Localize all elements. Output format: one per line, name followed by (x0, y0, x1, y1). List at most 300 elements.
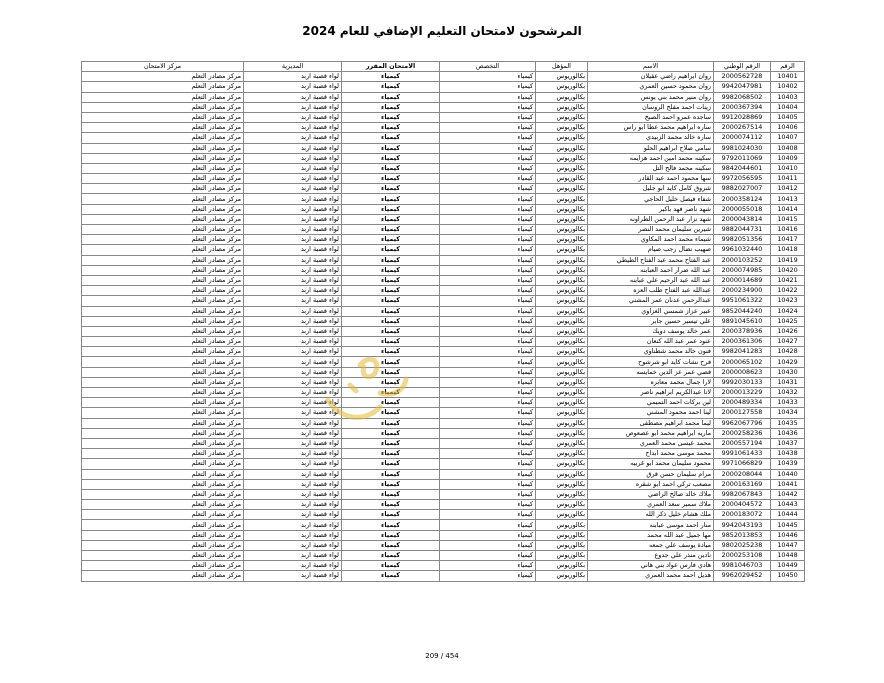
table-row (82, 133, 805, 143)
cell-specialization: كيمياء (440, 306, 536, 316)
cell-seq: 10415 (771, 214, 805, 224)
table-row (82, 326, 805, 336)
cell-qualification: بكالوريوس (536, 388, 588, 398)
cell-national-id: 9971066829 (714, 459, 771, 469)
cell-qualification: بكالوريوس (536, 326, 588, 336)
cell-directorate: لواء قصبة اربد (244, 571, 342, 581)
cell-exam-center: مركز مصادر التعلم (82, 510, 244, 520)
header-directorate: المديرية (244, 62, 342, 72)
cell-directorate: لواء قصبة اربد (244, 388, 342, 398)
cell-seq: 10447 (771, 540, 805, 550)
cell-qualification: بكالوريوس (536, 123, 588, 133)
cell-qualification: بكالوريوس (536, 72, 588, 82)
cell-national-id: 2000562728 (714, 72, 771, 82)
cell-exam-subject: كيمياء (342, 500, 440, 510)
cell-specialization: كيمياء (440, 286, 536, 296)
cell-qualification: بكالوريوس (536, 347, 588, 357)
cell-qualification: بكالوريوس (536, 510, 588, 520)
cell-exam-subject: كيمياء (342, 377, 440, 387)
cell-exam-subject: كيمياء (342, 540, 440, 550)
cell-exam-center: مركز مصادر التعلم (82, 275, 244, 285)
cell-seq: 10405 (771, 112, 805, 122)
cell-seq: 10404 (771, 102, 805, 112)
cell-exam-center: مركز مصادر التعلم (82, 265, 244, 275)
cell-exam-center: مركز مصادر التعلم (82, 479, 244, 489)
cell-name: شهد ناصر فهد باكير (588, 204, 714, 214)
cell-seq: 10427 (771, 337, 805, 347)
cell-name: صهيب نضال رجب صيام (588, 245, 714, 255)
cell-directorate: لواء قصبة اربد (244, 245, 342, 255)
cell-specialization: كيمياء (440, 571, 536, 581)
cell-exam-subject: كيمياء (342, 286, 440, 296)
cell-seq: 10442 (771, 489, 805, 499)
cell-specialization: كيمياء (440, 418, 536, 428)
cell-specialization: كيمياء (440, 275, 536, 285)
cell-exam-subject: كيمياء (342, 133, 440, 143)
cell-seq: 10409 (771, 153, 805, 163)
cell-seq: 10431 (771, 377, 805, 387)
cell-name: منار احمد موسى عبابنه (588, 520, 714, 530)
cell-qualification: بكالوريوس (536, 377, 588, 387)
cell-exam-subject: كيمياء (342, 489, 440, 499)
cell-name: سامي صلاح ابراهيم الحلو (588, 143, 714, 153)
table-row (82, 163, 805, 173)
table-row (82, 275, 805, 285)
table-row (82, 500, 805, 510)
cell-qualification: بكالوريوس (536, 306, 588, 316)
cell-directorate: لواء قصبة اربد (244, 123, 342, 133)
table-row (82, 347, 805, 357)
cell-exam-subject: كيمياء (342, 225, 440, 235)
cell-name: سكينه محمد امين احمد هزايمه (588, 153, 714, 163)
cell-seq: 10412 (771, 184, 805, 194)
cell-name: شيرين سليمان محمد النصر (588, 225, 714, 235)
cell-qualification: بكالوريوس (536, 398, 588, 408)
cell-specialization: كيمياء (440, 520, 536, 530)
cell-seq: 10429 (771, 357, 805, 367)
cell-exam-center: مركز مصادر التعلم (82, 214, 244, 224)
cell-exam-center: مركز مصادر التعلم (82, 204, 244, 214)
cell-exam-center: مركز مصادر التعلم (82, 102, 244, 112)
table-row (82, 72, 805, 82)
cell-specialization: كيمياء (440, 265, 536, 275)
cell-qualification: بكالوريوس (536, 551, 588, 561)
cell-exam-center: مركز مصادر التعلم (82, 449, 244, 459)
cell-qualification: بكالوريوس (536, 265, 588, 275)
cell-exam-center: مركز مصادر التعلم (82, 235, 244, 245)
cell-directorate: لواء قصبة اربد (244, 367, 342, 377)
cell-national-id: 9982067843 (714, 489, 771, 499)
cell-qualification: بكالوريوس (536, 245, 588, 255)
cell-name: ملك هشام خليل ذكر الله (588, 510, 714, 520)
cell-name: عبير عزاز شمسي الغزاوي (588, 306, 714, 316)
cell-exam-center: مركز مصادر التعلم (82, 388, 244, 398)
cell-national-id: 2000378936 (714, 326, 771, 336)
cell-name: عمر خالد يوسف دويك (588, 326, 714, 336)
cell-qualification: بكالوريوس (536, 459, 588, 469)
cell-exam-subject: كيمياء (342, 194, 440, 204)
cell-national-id: 2000103252 (714, 255, 771, 265)
cell-directorate: لواء قصبة اربد (244, 347, 342, 357)
cell-specialization: كيمياء (440, 326, 536, 336)
cell-exam-center: مركز مصادر التعلم (82, 337, 244, 347)
cell-exam-subject: كيمياء (342, 408, 440, 418)
cell-seq: 10441 (771, 479, 805, 489)
cell-exam-subject: كيمياء (342, 551, 440, 561)
cell-directorate: لواء قصبة اربد (244, 306, 342, 316)
cell-qualification: بكالوريوس (536, 479, 588, 489)
cell-exam-center: مركز مصادر التعلم (82, 143, 244, 153)
cell-national-id: 2000008623 (714, 367, 771, 377)
cell-national-id: 9972056595 (714, 174, 771, 184)
cell-specialization: كيمياء (440, 347, 536, 357)
table-header-row (82, 62, 805, 72)
cell-exam-center: مركز مصادر التعلم (82, 184, 244, 194)
cell-qualification: بكالوريوس (536, 489, 588, 499)
table-row (82, 530, 805, 540)
cell-national-id: 9942043193 (714, 520, 771, 530)
cell-national-id: 9891045610 (714, 316, 771, 326)
cell-exam-center: مركز مصادر التعلم (82, 225, 244, 235)
cell-specialization: كيمياء (440, 479, 536, 489)
cell-seq: 10425 (771, 316, 805, 326)
cell-specialization: كيمياء (440, 469, 536, 479)
cell-qualification: بكالوريوس (536, 469, 588, 479)
cell-national-id: 2000367394 (714, 102, 771, 112)
cell-qualification: بكالوريوس (536, 286, 588, 296)
cell-seq: 10417 (771, 235, 805, 245)
cell-name: شفاء فيصل خليل الحاجي (588, 194, 714, 204)
cell-name: شهد نزار عبد الرحمن الطراونه (588, 214, 714, 224)
cell-qualification: بكالوريوس (536, 275, 588, 285)
cell-specialization: كيمياء (440, 102, 536, 112)
cell-national-id: 9792011069 (714, 153, 771, 163)
cell-exam-subject: كيمياء (342, 265, 440, 275)
cell-qualification: بكالوريوس (536, 438, 588, 448)
cell-directorate: لواء قصبة اربد (244, 184, 342, 194)
cell-seq: 10440 (771, 469, 805, 479)
cell-name: عبدالرحمن عدنان عمر المشني (588, 296, 714, 306)
table-row (82, 112, 805, 122)
cell-name: محمد موسى محمد ابداح (588, 449, 714, 459)
cell-specialization: كيمياء (440, 551, 536, 561)
cell-national-id: 9802025238 (714, 540, 771, 550)
cell-exam-center: مركز مصادر التعلم (82, 286, 244, 296)
cell-exam-center: مركز مصادر التعلم (82, 408, 244, 418)
cell-specialization: كيمياء (440, 377, 536, 387)
cell-exam-center: مركز مصادر التعلم (82, 163, 244, 173)
cell-qualification: بكالوريوس (536, 530, 588, 540)
cell-directorate: لواء قصبة اربد (244, 255, 342, 265)
cell-name: محمود سليمان محمد ابو غربيه (588, 459, 714, 469)
table-row (82, 102, 805, 112)
cell-seq: 10439 (771, 459, 805, 469)
table-row (82, 489, 805, 499)
cell-exam-center: مركز مصادر التعلم (82, 520, 244, 530)
cell-qualification: بكالوريوس (536, 337, 588, 347)
cell-seq: 10410 (771, 163, 805, 173)
table-row (82, 520, 805, 530)
cell-exam-center: مركز مصادر التعلم (82, 540, 244, 550)
cell-name: ميادة يوسف علي جمعه (588, 540, 714, 550)
cell-directorate: لواء قصبة اربد (244, 214, 342, 224)
cell-qualification: بكالوريوس (536, 520, 588, 530)
cell-exam-subject: كيمياء (342, 571, 440, 581)
cell-exam-center: مركز مصادر التعلم (82, 500, 244, 510)
cell-exam-center: مركز مصادر التعلم (82, 306, 244, 316)
cell-exam-center: مركز مصادر التعلم (82, 530, 244, 540)
cell-name: ماريه ابراهيم محمد ابو عصعوص (588, 428, 714, 438)
cell-name: روان ابراهيم راضي عقيلان (588, 72, 714, 82)
table-row (82, 143, 805, 153)
cell-qualification: بكالوريوس (536, 255, 588, 265)
cell-seq: 10449 (771, 561, 805, 571)
cell-exam-subject: كيمياء (342, 459, 440, 469)
cell-directorate: لواء قصبة اربد (244, 377, 342, 387)
cell-qualification: بكالوريوس (536, 367, 588, 377)
cell-seq: 10446 (771, 530, 805, 540)
table-row (82, 408, 805, 418)
cell-seq: 10426 (771, 326, 805, 336)
cell-exam-center: مركز مصادر التعلم (82, 561, 244, 571)
cell-specialization: كيمياء (440, 174, 536, 184)
cell-seq: 10407 (771, 133, 805, 143)
cell-exam-subject: كيمياء (342, 275, 440, 285)
cell-exam-subject: كيمياء (342, 174, 440, 184)
cell-specialization: كيمياء (440, 72, 536, 82)
cell-exam-subject: كيمياء (342, 418, 440, 428)
page-title: المرشحون لامتحان التعليم الإضافي للعام 2024 (302, 24, 582, 38)
cell-name: محمد عيسى محمد العمري (588, 438, 714, 448)
cell-directorate: لواء قصبة اربد (244, 540, 342, 550)
cell-national-id: 2000267514 (714, 123, 771, 133)
cell-name: لين بركات احمد التميمي (588, 398, 714, 408)
cell-specialization: كيمياء (440, 92, 536, 102)
cell-exam-subject: كيمياء (342, 235, 440, 245)
table-row (82, 204, 805, 214)
cell-national-id: 9882027007 (714, 184, 771, 194)
cell-national-id: 2000253108 (714, 551, 771, 561)
cell-national-id: 2000013229 (714, 388, 771, 398)
cell-directorate: لواء قصبة اربد (244, 133, 342, 143)
cell-directorate: لواء قصبة اربد (244, 357, 342, 367)
cell-name: مرام سليمان حسن قرق (588, 469, 714, 479)
cell-directorate: لواء قصبة اربد (244, 326, 342, 336)
table-row (82, 449, 805, 459)
cell-seq: 10413 (771, 194, 805, 204)
cell-exam-subject: كيمياء (342, 367, 440, 377)
cell-national-id: 9982068502 (714, 92, 771, 102)
cell-name: هديل احمد محمد العمري (588, 571, 714, 581)
cell-qualification: بكالوريوس (536, 82, 588, 92)
cell-specialization: كيمياء (440, 388, 536, 398)
cell-exam-center: مركز مصادر التعلم (82, 133, 244, 143)
cell-directorate: لواء قصبة اربد (244, 479, 342, 489)
cell-national-id: 2000258236 (714, 428, 771, 438)
cell-exam-subject: كيمياء (342, 184, 440, 194)
table-row (82, 184, 805, 194)
cell-exam-subject: كيمياء (342, 204, 440, 214)
cell-specialization: كيمياء (440, 316, 536, 326)
table-row (82, 388, 805, 398)
cell-national-id: 9951061322 (714, 296, 771, 306)
cell-exam-subject: كيمياء (342, 357, 440, 367)
cell-specialization: كيمياء (440, 184, 536, 194)
cell-name: لينا احمد محمود المشني (588, 408, 714, 418)
cell-national-id: 2000014689 (714, 275, 771, 285)
cell-exam-center: مركز مصادر التعلم (82, 428, 244, 438)
cell-seq: 10448 (771, 551, 805, 561)
cell-exam-center: مركز مصادر التعلم (82, 459, 244, 469)
cell-exam-center: مركز مصادر التعلم (82, 194, 244, 204)
cell-specialization: كيمياء (440, 133, 536, 143)
cell-name: مها جميل عبد الله محمد (588, 530, 714, 540)
header-exam-subject: الامتحان المقرر (342, 62, 440, 72)
cell-national-id: 9981024030 (714, 143, 771, 153)
cell-exam-subject: كيمياء (342, 510, 440, 520)
cell-seq: 10420 (771, 265, 805, 275)
cell-exam-center: مركز مصادر التعلم (82, 82, 244, 92)
cell-exam-subject: كيمياء (342, 102, 440, 112)
cell-seq: 10408 (771, 143, 805, 153)
cell-name: عنود عمر عبد الله كنعان (588, 337, 714, 347)
table-row (82, 367, 805, 377)
cell-exam-center: مركز مصادر التعلم (82, 174, 244, 184)
cell-exam-subject: كيمياء (342, 449, 440, 459)
cell-national-id: 2000557194 (714, 438, 771, 448)
cell-national-id: 9912028869 (714, 112, 771, 122)
table-row (82, 316, 805, 326)
cell-exam-subject: كيمياء (342, 255, 440, 265)
cell-national-id: 9991061433 (714, 449, 771, 459)
cell-name: ليما محمد ابراهيم مصطفى (588, 418, 714, 428)
cell-seq: 10424 (771, 306, 805, 316)
cell-qualification: بكالوريوس (536, 540, 588, 550)
cell-directorate: لواء قصبة اربد (244, 225, 342, 235)
cell-specialization: كيمياء (440, 489, 536, 499)
table-row (82, 561, 805, 571)
cell-exam-center: مركز مصادر التعلم (82, 347, 244, 357)
cell-specialization: كيمياء (440, 153, 536, 163)
cell-seq: 10436 (771, 428, 805, 438)
cell-directorate: لواء قصبة اربد (244, 112, 342, 122)
cell-specialization: كيمياء (440, 438, 536, 448)
cell-exam-center: مركز مصادر التعلم (82, 112, 244, 122)
cell-name: ساجده عمرو احمد الصبح (588, 112, 714, 122)
cell-exam-subject: كيمياء (342, 561, 440, 571)
cell-directorate: لواء قصبة اربد (244, 174, 342, 184)
cell-directorate: لواء قصبة اربد (244, 265, 342, 275)
cell-exam-subject: كيمياء (342, 92, 440, 102)
table-row (82, 479, 805, 489)
cell-exam-center: مركز مصادر التعلم (82, 72, 244, 82)
cell-exam-center: مركز مصادر التعلم (82, 296, 244, 306)
cell-national-id: 9982041283 (714, 347, 771, 357)
cell-name: زينات احمد مفلح الروسان (588, 102, 714, 112)
cell-exam-center: مركز مصادر التعلم (82, 316, 244, 326)
cell-specialization: كيمياء (440, 540, 536, 550)
cell-name: لانا عبدالكريم ابراهيم ناصر (588, 388, 714, 398)
cell-exam-subject: كيمياء (342, 530, 440, 540)
table-row (82, 438, 805, 448)
cell-national-id: 2000127558 (714, 408, 771, 418)
cell-qualification: بكالوريوس (536, 143, 588, 153)
table-row (82, 510, 805, 520)
cell-national-id: 9961032440 (714, 245, 771, 255)
cell-name: لارا جمال محمد معابره (588, 377, 714, 387)
cell-specialization: كيمياء (440, 245, 536, 255)
cell-directorate: لواء قصبة اربد (244, 163, 342, 173)
cell-specialization: كيمياء (440, 123, 536, 133)
cell-name: ساره خالد محمد الزبيدي (588, 133, 714, 143)
cell-specialization: كيمياء (440, 500, 536, 510)
header-national-id: الرقم الوطني (714, 62, 771, 72)
cell-specialization: كيمياء (440, 428, 536, 438)
cell-directorate: لواء قصبة اربد (244, 143, 342, 153)
cell-seq: 10411 (771, 174, 805, 184)
cell-directorate: لواء قصبة اربد (244, 449, 342, 459)
cell-specialization: كيمياء (440, 255, 536, 265)
cell-qualification: بكالوريوس (536, 225, 588, 235)
cell-specialization: كيمياء (440, 194, 536, 204)
cell-specialization: كيمياء (440, 163, 536, 173)
cell-exam-subject: كيمياء (342, 388, 440, 398)
table-body (82, 72, 805, 581)
cell-directorate: لواء قصبة اربد (244, 194, 342, 204)
cell-qualification: بكالوريوس (536, 194, 588, 204)
table-row (82, 153, 805, 163)
cell-directorate: لواء قصبة اربد (244, 561, 342, 571)
cell-name: عبدالله عبد الفتاح طلب العزه (588, 286, 714, 296)
table-row (82, 418, 805, 428)
cell-exam-subject: كيمياء (342, 479, 440, 489)
cell-specialization: كيمياء (440, 561, 536, 571)
cell-national-id: 2000404572 (714, 500, 771, 510)
cell-national-id: 2000234900 (714, 286, 771, 296)
cell-national-id: 2000358124 (714, 194, 771, 204)
cell-exam-subject: كيمياء (342, 214, 440, 224)
cell-directorate: لواء قصبة اربد (244, 92, 342, 102)
cell-exam-center: مركز مصادر التعلم (82, 469, 244, 479)
cell-specialization: كيمياء (440, 398, 536, 408)
table-row (82, 174, 805, 184)
cell-qualification: بكالوريوس (536, 163, 588, 173)
cell-specialization: كيمياء (440, 296, 536, 306)
table-row (82, 357, 805, 367)
table-row (82, 306, 805, 316)
cell-exam-center: مركز مصادر التعلم (82, 245, 244, 255)
cell-exam-subject: كيمياء (342, 428, 440, 438)
cell-seq: 10416 (771, 225, 805, 235)
cell-directorate: لواء قصبة اربد (244, 235, 342, 245)
cell-name: عبد الفتاح محمد عبد الفتاح الطيطي (588, 255, 714, 265)
cell-directorate: لواء قصبة اربد (244, 551, 342, 561)
cell-directorate: لواء قصبة اربد (244, 530, 342, 540)
cell-seq: 10434 (771, 408, 805, 418)
cell-exam-subject: كيمياء (342, 112, 440, 122)
cell-seq: 10443 (771, 500, 805, 510)
cell-exam-subject: كيمياء (342, 347, 440, 357)
cell-exam-subject: كيمياء (342, 72, 440, 82)
cell-name: سكينه محمد فالح التل (588, 163, 714, 173)
cell-exam-subject: كيمياء (342, 82, 440, 92)
cell-qualification: بكالوريوس (536, 214, 588, 224)
table-row (82, 265, 805, 275)
cell-name: مصعب تركي احمد ابو شقره (588, 479, 714, 489)
cell-national-id: 2000074985 (714, 265, 771, 275)
header-qualification: المؤهل (536, 62, 588, 72)
cell-qualification: بكالوريوس (536, 428, 588, 438)
